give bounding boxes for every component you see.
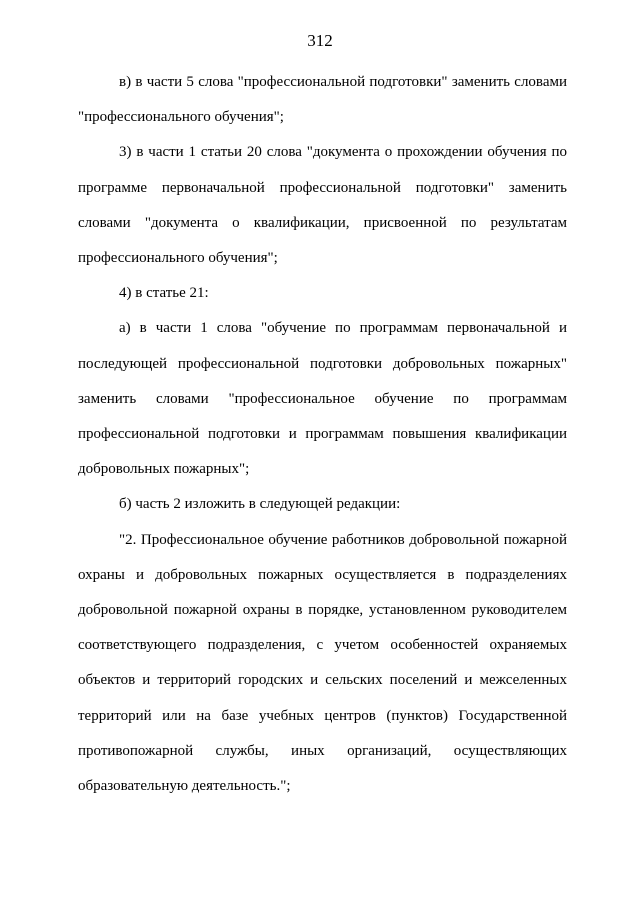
- paragraph-amend-part-5: в) в части 5 слова "профессиональной подготовки" заменить словами "профессионального обучения";: [78, 74, 567, 126]
- page-number: 312: [307, 31, 333, 50]
- paragraph-amend-article-21-part-2: б) часть 2 изложить в следующей редакции:: [119, 496, 401, 513]
- paragraph-article-21-heading: 4) в статье 21:: [119, 285, 209, 302]
- paragraph-amend-article-21-part-1: а) в части 1 слова "обучение по программам первоначальной и последующей профессиональной подготовки добровольных пожарных" заменить словами "профессиональное обучение по программам профессиональной подготовки и программам повышения квалификации добровольных пожарных";: [78, 320, 567, 478]
- paragraph-amend-article-20: 3) в части 1 статьи 20 слова "документа о прохождении обучения по программе первоначальной профессиональной подготовки" заменить словами "документа о квалификации, присвоенной по результатам профессионального обучения";: [78, 144, 567, 267]
- paragraph-new-part-2-text: "2. Профессиональное обучение работников добровольной пожарной охраны и добровольных пожарных осуществляется в подразделениях добровольной пожарной охраны в порядке, установленном руководителем соответствующего подразделения, с учетом особенностей охраняемых объектов и территорий городских и сельских поселений и межселенных территорий или на базе учебных центров (пунктов) Государственной противопожарной службы, иных организаций, осуществляющих образовательную деятельность.";: [78, 531, 567, 795]
- document-body: [78, 65, 567, 804]
